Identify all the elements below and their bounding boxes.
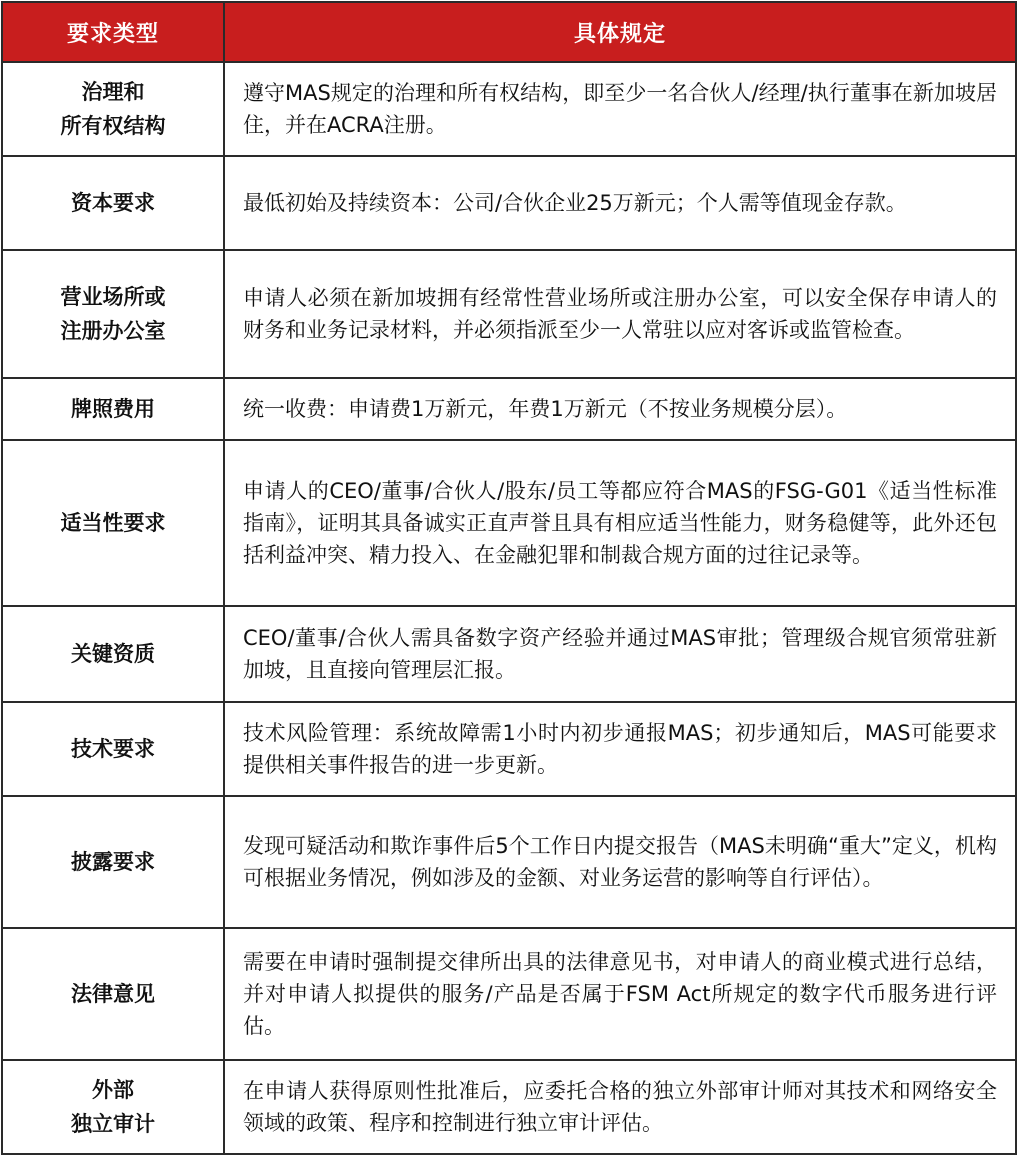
table-row	[2, 250, 1016, 378]
requirement-desc-cell: 统一收费：申请费1万新元，年费1万新元（不按业务规模分层）。	[224, 378, 1016, 440]
table-row	[2, 928, 1016, 1060]
requirement-type-line: 资本要求	[71, 191, 155, 215]
table-row	[2, 62, 1016, 156]
requirement-type-cell	[2, 702, 224, 796]
requirement-type-line: 外部	[92, 1078, 134, 1102]
requirement-type-cell	[2, 378, 224, 440]
requirements-table	[1, 1, 1017, 1155]
requirement-type-line: 所有权结构	[60, 114, 166, 138]
table-row	[2, 702, 1016, 796]
requirement-desc-cell: 遵守MAS规定的治理和所有权结构，即至少一名合伙人/经理/执行董事在新加坡居住，并在ACRA注册。	[224, 62, 1016, 156]
requirement-type-line: 技术要求	[71, 737, 155, 761]
requirement-type-cell	[2, 250, 224, 378]
table-row	[2, 606, 1016, 702]
requirement-type-cell	[2, 1060, 224, 1154]
requirement-desc-cell: 技术风险管理：系统故障需1小时内初步通报MAS；初步通知后，MAS可能要求提供相关事件报告的进一步更新。	[224, 702, 1016, 796]
requirement-type-cell	[2, 796, 224, 928]
table-row	[2, 796, 1016, 928]
requirement-type-line: 适当性要求	[60, 511, 166, 535]
table-row	[2, 1060, 1016, 1154]
requirement-type-line: 治理和	[81, 80, 145, 104]
requirement-desc-cell: 在申请人获得原则性批准后，应委托合格的独立外部审计师对其技术和网络安全领域的政策、程序和控制进行独立审计评估。	[224, 1060, 1016, 1154]
requirement-type-line: 牌照费用	[71, 397, 155, 421]
requirement-desc-cell: 需要在申请时强制提交律所出具的法律意见书，对申请人的商业模式进行总结，并对申请人拟提供的服务/产品是否属于FSM Act所规定的数字代币服务进行评估。	[224, 928, 1016, 1060]
requirement-desc-cell: 申请人必须在新加坡拥有经常性营业场所或注册办公室，可以安全保存申请人的财务和业务记录材料，并必须指派至少一人常驻以应对客诉或监管检查。	[224, 250, 1016, 378]
requirement-desc-cell: 最低初始及持续资本：公司/合伙企业25万新元；个人需等值现金存款。	[224, 156, 1016, 250]
requirement-desc-cell: CEO/董事/合伙人需具备数字资产经验并通过MAS审批；管理级合规官须常驻新加坡，且直接向管理层汇报。	[224, 606, 1016, 702]
header-requirement-type: 要求类型	[2, 2, 224, 62]
table-header	[2, 2, 1016, 62]
table-row	[2, 156, 1016, 250]
requirement-type-cell	[2, 156, 224, 250]
header-row	[2, 2, 1016, 62]
requirement-type-cell	[2, 928, 224, 1060]
requirement-type-line: 注册办公室	[60, 319, 166, 343]
table-row	[2, 440, 1016, 606]
requirement-type-line: 法律意见	[71, 982, 155, 1006]
requirement-type-line: 披露要求	[71, 850, 155, 874]
requirement-desc-cell: 发现可疑活动和欺诈事件后5个工作日内提交报告（MAS未明确“重大”定义，机构可根据业务情况，例如涉及的金额、对业务运营的影响等自行评估）。	[224, 796, 1016, 928]
requirement-type-line: 营业场所或	[60, 285, 166, 309]
table-row	[2, 378, 1016, 440]
requirement-type-line: 独立审计	[71, 1112, 155, 1136]
table-body	[2, 62, 1016, 1154]
requirement-type-cell	[2, 440, 224, 606]
requirement-type-cell	[2, 62, 224, 156]
requirement-desc-cell: 申请人的CEO/董事/合伙人/股东/员工等都应符合MAS的FSG-G01《适当性标准指南》，证明其具备诚实正直声誉且具有相应适当性能力，财务稳健等，此外还包括利益冲突、精力投入、在金融犯罪和制裁合规方面的过往记录等。	[224, 440, 1016, 606]
requirement-type-cell	[2, 606, 224, 702]
header-specific-provisions: 具体规定	[224, 2, 1016, 62]
requirement-type-line: 关键资质	[71, 642, 155, 666]
